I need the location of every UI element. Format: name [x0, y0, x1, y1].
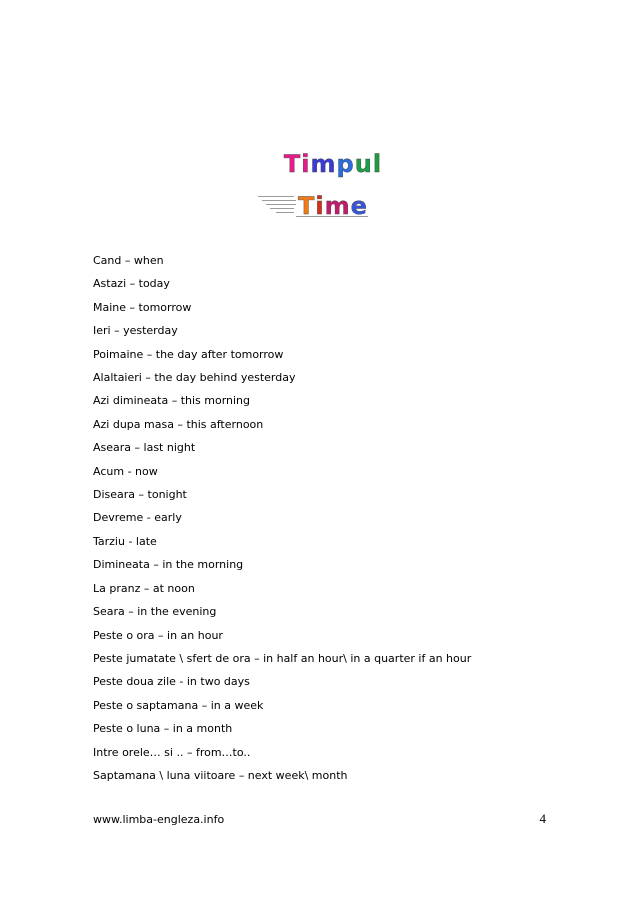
wordart-title-time: Time — [298, 192, 368, 220]
vocab-item: Dimineata – in the morning — [93, 558, 244, 572]
vocab-item: Aseara – last night — [93, 441, 196, 455]
page-number: 4 — [539, 811, 546, 826]
vocab-item: Devreme - early — [93, 511, 182, 525]
vocab-item: Astazi – today — [93, 277, 170, 291]
wordart-title-timpul: Timpul — [283, 150, 383, 178]
vocab-item: Peste o saptamana – in a week — [93, 698, 264, 712]
vocab-item: Peste o luna – in a month — [93, 722, 233, 736]
vocab-item: Acum - now — [93, 464, 158, 478]
vocab-item: Cand – when — [93, 254, 164, 267]
vocab-item: Azi dimineata – this morning — [93, 394, 251, 408]
vocab-item: Peste o ora – in an hour — [93, 628, 223, 642]
vocab-item: Maine – tomorrow — [93, 300, 192, 314]
vocab-item: Poimaine – the day after tomorrow — [93, 347, 284, 361]
vocab-item: Ieri – yesterday — [93, 324, 178, 338]
vocab-item: Peste jumatate \ sfert de ora – in half an hour\ in a quarter if an hour — [93, 651, 472, 665]
vocab-item: Tarziu - late — [93, 534, 157, 548]
vocabulary-list — [93, 249, 471, 787]
vocab-item: Intre orele… si .. – from…to.. — [93, 745, 251, 759]
vocab-item: La pranz – at noon — [93, 581, 195, 595]
vocab-item: Azi dupa masa – this afternoon — [93, 417, 264, 431]
vocab-item: Diseara – tonight — [93, 488, 187, 502]
footer-website: www.limba-engleza.info — [93, 813, 225, 826]
vocab-item: Alaltaieri – the day behind yesterday — [93, 371, 296, 385]
vocab-item: Peste doua zile - in two days — [93, 675, 250, 689]
vocab-item: Seara – in the evening — [93, 605, 217, 619]
vocab-item: Saptamana \ luna viitoare – next week\ month — [93, 768, 348, 782]
